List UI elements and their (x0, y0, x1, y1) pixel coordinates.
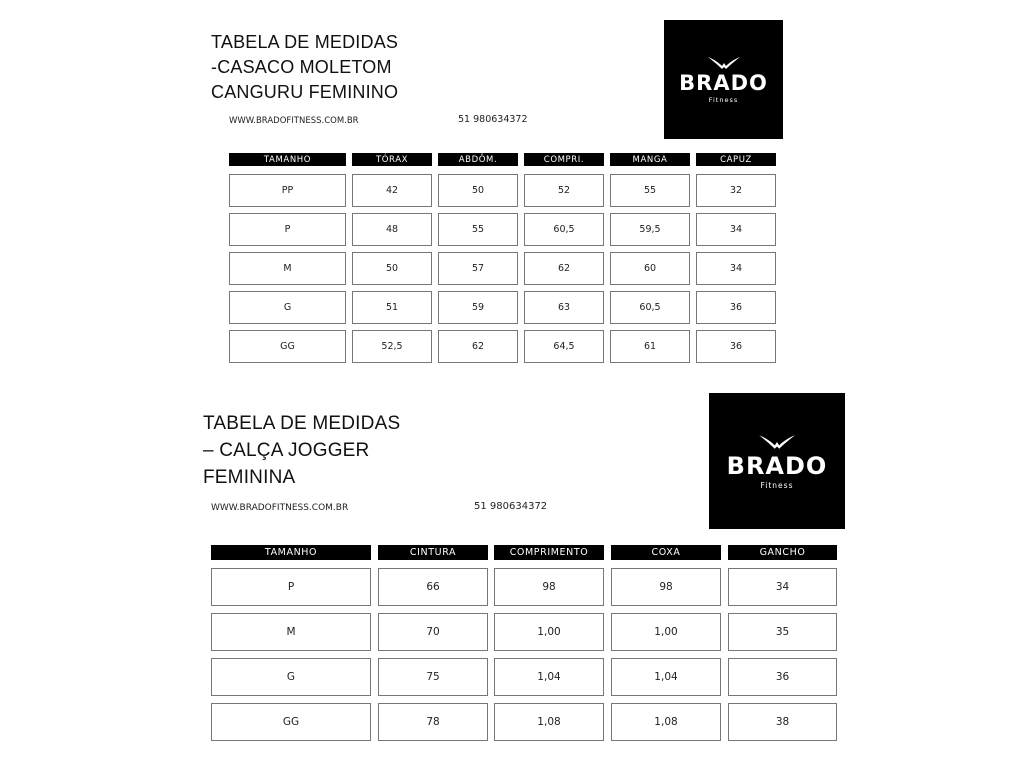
table-cell: 60,5 (610, 291, 690, 324)
table-cell: 60,5 (524, 213, 604, 246)
table-cell: 52,5 (352, 330, 432, 363)
bird-icon (707, 55, 741, 71)
table-cell: 34 (696, 252, 776, 285)
table-cell: GG (211, 703, 371, 741)
table-cell: P (229, 213, 346, 246)
table-cell: 50 (352, 252, 432, 285)
table-cell: 55 (438, 213, 518, 246)
table-cell: 38 (728, 703, 837, 741)
table-cell: 70 (378, 613, 488, 651)
table-header-cell: ABDÔM. (438, 153, 518, 166)
table-header-cell: CAPUZ (696, 153, 776, 166)
table-cell: 36 (696, 330, 776, 363)
table-cell: 62 (524, 252, 604, 285)
table-cell: 50 (438, 174, 518, 207)
table-cell: 55 (610, 174, 690, 207)
section1-title-line3: CANGURU FEMININO (211, 82, 399, 102)
table-cell: M (211, 613, 371, 651)
table-cell: 63 (524, 291, 604, 324)
table-header-cell: COMPRIMENTO (494, 545, 604, 560)
table-cell: 1,04 (494, 658, 604, 696)
table-cell: 36 (696, 291, 776, 324)
table-cell: 42 (352, 174, 432, 207)
section2-title-line1: TABELA DE MEDIDAS (203, 413, 401, 434)
table-cell: 1,08 (494, 703, 604, 741)
table-cell: 59 (438, 291, 518, 324)
logo-subtitle: Fitness (708, 96, 739, 105)
table-cell: 51 (352, 291, 432, 324)
table-header-cell: TAMANHO (211, 545, 371, 560)
logo-brand-text: BRADO (679, 71, 768, 96)
bird-icon (758, 433, 796, 451)
table-cell: 34 (696, 213, 776, 246)
table-cell: 34 (728, 568, 837, 606)
table-cell: 75 (378, 658, 488, 696)
table-cell: PP (229, 174, 346, 207)
table-cell: 1,00 (494, 613, 604, 651)
table-cell: 1,08 (611, 703, 721, 741)
section1-website: WWW.BRADOFITNESS.COM.BR (229, 116, 359, 126)
table-cell: P (211, 568, 371, 606)
table-cell: GG (229, 330, 346, 363)
table-cell: 36 (728, 658, 837, 696)
section2-title (203, 410, 400, 491)
table-cell: 52 (524, 174, 604, 207)
table-cell: 98 (611, 568, 721, 606)
section1-logo (664, 20, 783, 139)
section1-title-line1: TABELA DE MEDIDAS (211, 32, 399, 52)
table-cell: G (229, 291, 346, 324)
table-header-cell: COMPRI. (524, 153, 604, 166)
table-cell: 78 (378, 703, 488, 741)
table-cell: 48 (352, 213, 432, 246)
table-cell: 1,00 (611, 613, 721, 651)
section2-logo (709, 393, 845, 529)
table-cell: G (211, 658, 371, 696)
table-header-cell: TÓRAX (352, 153, 432, 166)
section1-phone: 51 980634372 (458, 114, 528, 125)
table-cell: 64,5 (524, 330, 604, 363)
table-cell: 66 (378, 568, 488, 606)
table-header-cell: GANCHO (728, 545, 837, 560)
table-header-cell: TAMANHO (229, 153, 346, 166)
table-cell: M (229, 252, 346, 285)
section2-website: WWW.BRADOFITNESS.COM.BR (211, 503, 349, 513)
logo-brand-text: BRADO (726, 451, 828, 480)
section2-phone: 51 980634372 (474, 501, 548, 512)
table-cell: 35 (728, 613, 837, 651)
table-cell: 98 (494, 568, 604, 606)
section1-title-line2: -CASACO MOLETOM (211, 57, 392, 77)
table-header-cell: COXA (611, 545, 721, 560)
table-cell: 61 (610, 330, 690, 363)
table-header-cell: CINTURA (378, 545, 488, 560)
table-cell: 32 (696, 174, 776, 207)
table-cell: 60 (610, 252, 690, 285)
table-header-cell: MANGA (610, 153, 690, 166)
logo-subtitle: Fitness (760, 480, 794, 490)
section2-title-line2: – CALÇA JOGGER (203, 440, 370, 461)
table-cell: 1,04 (611, 658, 721, 696)
section1-title (211, 30, 398, 105)
table-cell: 57 (438, 252, 518, 285)
table-cell: 59,5 (610, 213, 690, 246)
section2-title-line3: FEMININA (203, 467, 296, 488)
table-cell: 62 (438, 330, 518, 363)
